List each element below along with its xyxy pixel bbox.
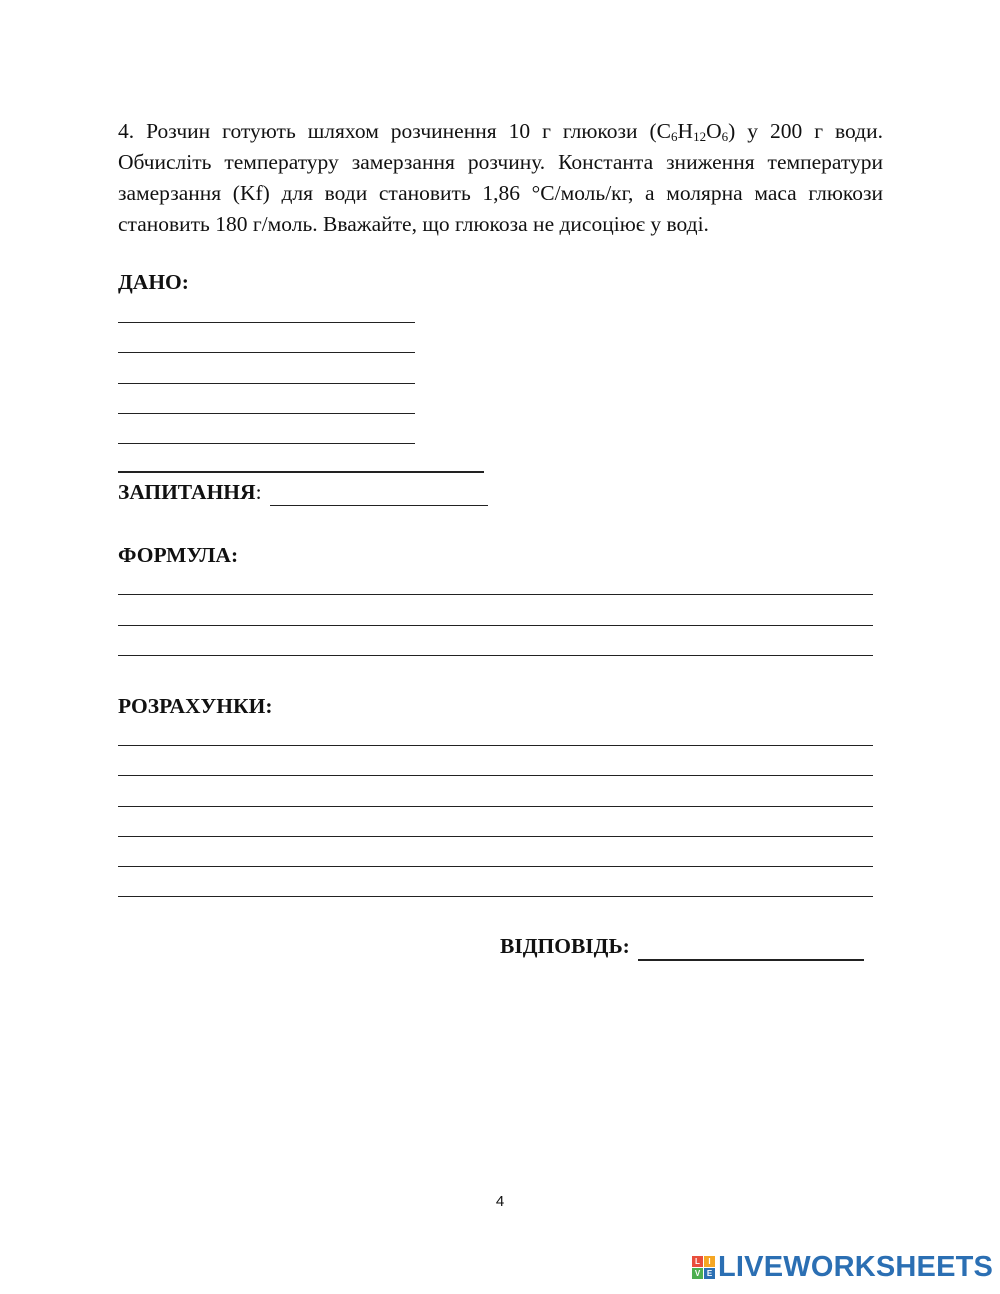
given-heading: ДАНО: — [118, 270, 189, 294]
formula-line[interactable] — [118, 655, 873, 656]
formula-o: O — [706, 119, 722, 143]
calculation-line[interactable] — [118, 775, 873, 776]
formula-line[interactable] — [118, 594, 873, 595]
calculation-line[interactable] — [118, 866, 873, 867]
liveworksheets-logo — [692, 1250, 993, 1284]
answer-row — [500, 934, 864, 961]
question-input-line[interactable] — [270, 480, 488, 506]
calculation-line[interactable] — [118, 836, 873, 837]
subscript-o: 6 — [721, 129, 729, 144]
given-line[interactable] — [118, 413, 415, 414]
answer-label: ВІДПОВІДЬ: — [500, 934, 630, 958]
brand-name: LIVEWORKSHEETS — [718, 1250, 994, 1283]
logo-letter-i: I — [704, 1256, 715, 1267]
calculations-heading: РОЗРАХУНКИ: — [118, 694, 273, 718]
question-row — [118, 480, 488, 506]
liveworksheets-icon — [692, 1256, 715, 1279]
given-line[interactable] — [118, 322, 415, 323]
given-line[interactable] — [118, 443, 415, 444]
calculation-line[interactable] — [118, 806, 873, 807]
logo-letter-v: V — [692, 1268, 703, 1279]
logo-letter-l: L — [692, 1256, 703, 1267]
given-separator-line — [118, 471, 484, 473]
calculation-line[interactable] — [118, 896, 873, 897]
calculation-line[interactable] — [118, 745, 873, 746]
formula-heading: ФОРМУЛА: — [118, 543, 239, 567]
subscript-h: 12 — [693, 129, 707, 144]
given-line[interactable] — [118, 352, 415, 353]
page-number: 4 — [495, 1193, 505, 1210]
question-colon: : — [255, 480, 262, 504]
formula-h: H — [677, 119, 694, 143]
problem-text-part1: 4. Розчин готують шляхом розчинення 10 г глюкози (C — [118, 119, 672, 143]
subscript-c: 6 — [671, 129, 678, 144]
logo-letter-e: E — [704, 1268, 715, 1279]
problem-text — [118, 116, 883, 240]
question-label: ЗАПИТАННЯ — [118, 480, 256, 504]
answer-input-line[interactable] — [638, 934, 864, 961]
formula-line[interactable] — [118, 625, 873, 626]
given-line[interactable] — [118, 383, 415, 384]
problem-text-part2: ) у 200 г води. Обчисліть температуру замерзання розчину. Константа зниження температури замерзання (Kf) для води становить 1,86 °С/моль/кг, а молярна маса глюкози становить 180 г/моль. Вважайте, що глюкоза не дисоціює у воді. — [118, 119, 883, 236]
